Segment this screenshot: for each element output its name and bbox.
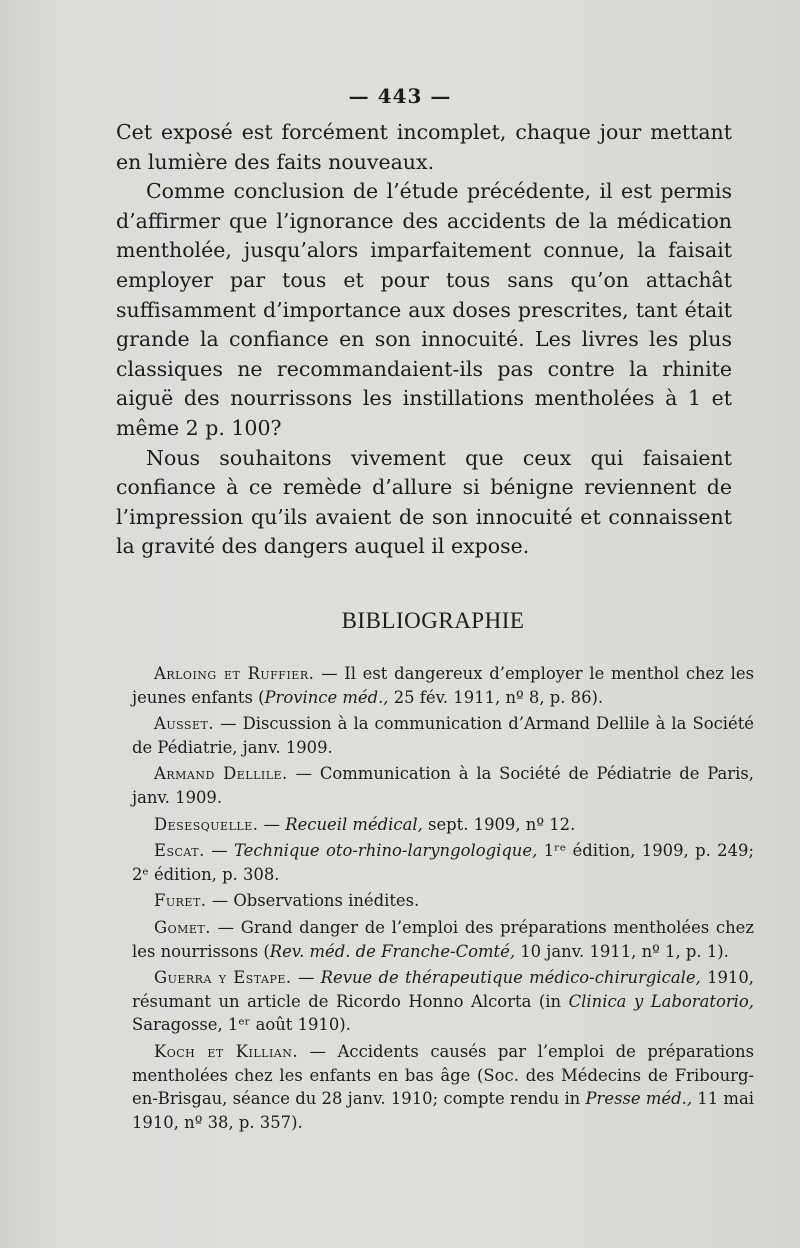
entry-authors: Gomet. <box>154 917 211 937</box>
entry-authors: Desesquelle. <box>154 814 259 834</box>
entry-text: 11 mai 1910, nº 38, p. 357). <box>132 1089 754 1132</box>
entry-text: Il est dangereux d’employer le menthol chez les jeunes enfants ( <box>132 664 755 707</box>
entry-text: Accidents causés par l’emploi de préparations mentholées chez les enfants en bas âge (Soc. des Médecins de Fribourg-en-Brisgau, séance du 28 janv. 1910; compte rendu in <box>132 1041 754 1109</box>
entry-separator: — <box>291 968 321 988</box>
bibliography-list <box>132 662 754 1137</box>
entry-authors: Koch et Killian. <box>154 1041 299 1061</box>
bibliography-entry <box>132 762 754 809</box>
page-number: — 443 — <box>348 84 452 108</box>
entry-separator: — <box>206 891 234 911</box>
entry-separator: — <box>214 714 243 734</box>
entry-journal: Presse méd., <box>585 1089 693 1109</box>
entry-text: Discussion à la communication d’Armand Dellile à la Société de Pédiatrie, janv. 1909. <box>132 714 755 757</box>
bibliography-entry <box>132 712 754 759</box>
paragraph: Comme conclusion de l’étude précédente, il est permis d’affirmer que l’ignorance des accidents de la médication mentholée, jusqu’alors imparfaitement connue, la faisait employer par tous et pour tous sans qu’on attachât suffisamment d’importance aux doses prescrites, tant était grande la confiance en son innocuité. Les livres les plus classiques ne recommandaient-ils pas contre la rhinite aiguë des nourrissons les instillations mentholées à 1 et même 2 p. 100? <box>116 179 732 440</box>
bibliography-entry <box>132 916 754 963</box>
entry-journal: Recueil médical, <box>285 814 423 834</box>
bibliography-entry <box>132 1040 754 1134</box>
entry-authors: Guerra y Estape. <box>154 968 292 988</box>
bibliography-entry <box>132 889 754 913</box>
entry-text: Saragosse, 1ᵉʳ août 1910). <box>132 1015 351 1035</box>
bibliography-entry <box>132 966 754 1037</box>
paragraph: Cet exposé est forcément incomplet, chaque jour mettant en lumière des faits nouveaux. <box>116 120 732 174</box>
bibliography-entry <box>132 662 754 709</box>
bibliography-entry <box>132 813 754 837</box>
entry-authors: Furet. <box>154 891 207 911</box>
entry-journal: Rev. méd. de Franche-Comté, <box>269 941 516 961</box>
entry-text: 10 janv. 1911, nº 1, p. 1). <box>515 941 729 961</box>
entry-journal: Province méd., <box>264 687 389 707</box>
entry-separator: — <box>210 917 241 937</box>
entry-text: Grand danger de l’emploi des préparations mentholées chez les nourrissons ( <box>132 917 755 961</box>
entry-authors: Arloing et Ruffier. <box>154 664 315 683</box>
entry-text: 1910, résumant un article de Ricordo Honno Alcorta (in <box>132 968 754 1011</box>
entry-journal: Clinica y Laboratorio, <box>568 991 754 1011</box>
entry-separator: — <box>314 664 345 683</box>
entry-separator: — <box>287 764 320 784</box>
entry-separator: — <box>258 814 286 834</box>
entry-journal: Revue de thérapeutique médico-chirurgicale, <box>320 968 701 988</box>
entry-text: 25 fév. 1911, nº 8, p. 86). <box>388 687 604 707</box>
paragraph: Nous souhaitons vivement que ceux qui faisaient confiance à ce remède d’allure si bénigne reviennent de l’impression qu’ils avaient de son innocuité et connaissent la gravité des dangers auquel il expose. <box>116 445 732 559</box>
entry-text: 1ʳᵉ édition, 1909, p. 249; 2ᵉ édition, p. 308. <box>132 841 754 884</box>
entry-authors: Escat. <box>154 841 205 861</box>
entry-text: Observations inédites. <box>233 891 420 911</box>
entry-separator: — <box>298 1041 338 1061</box>
entry-separator: — <box>204 841 234 861</box>
body-text <box>116 118 732 562</box>
bibliography-title: BIBLIOGRAPHIE <box>341 608 525 633</box>
entry-authors: Armand Dellile. <box>154 764 288 784</box>
entry-text: Communication à la Société de Pédiatrie de Paris, janv. 1909. <box>132 764 755 807</box>
entry-journal: Technique oto-rhino-laryngologique, <box>233 841 538 861</box>
entry-text: sept. 1909, nº 12. <box>422 814 576 834</box>
entry-authors: Ausset. <box>154 714 215 734</box>
bibliography-entry <box>132 839 754 886</box>
